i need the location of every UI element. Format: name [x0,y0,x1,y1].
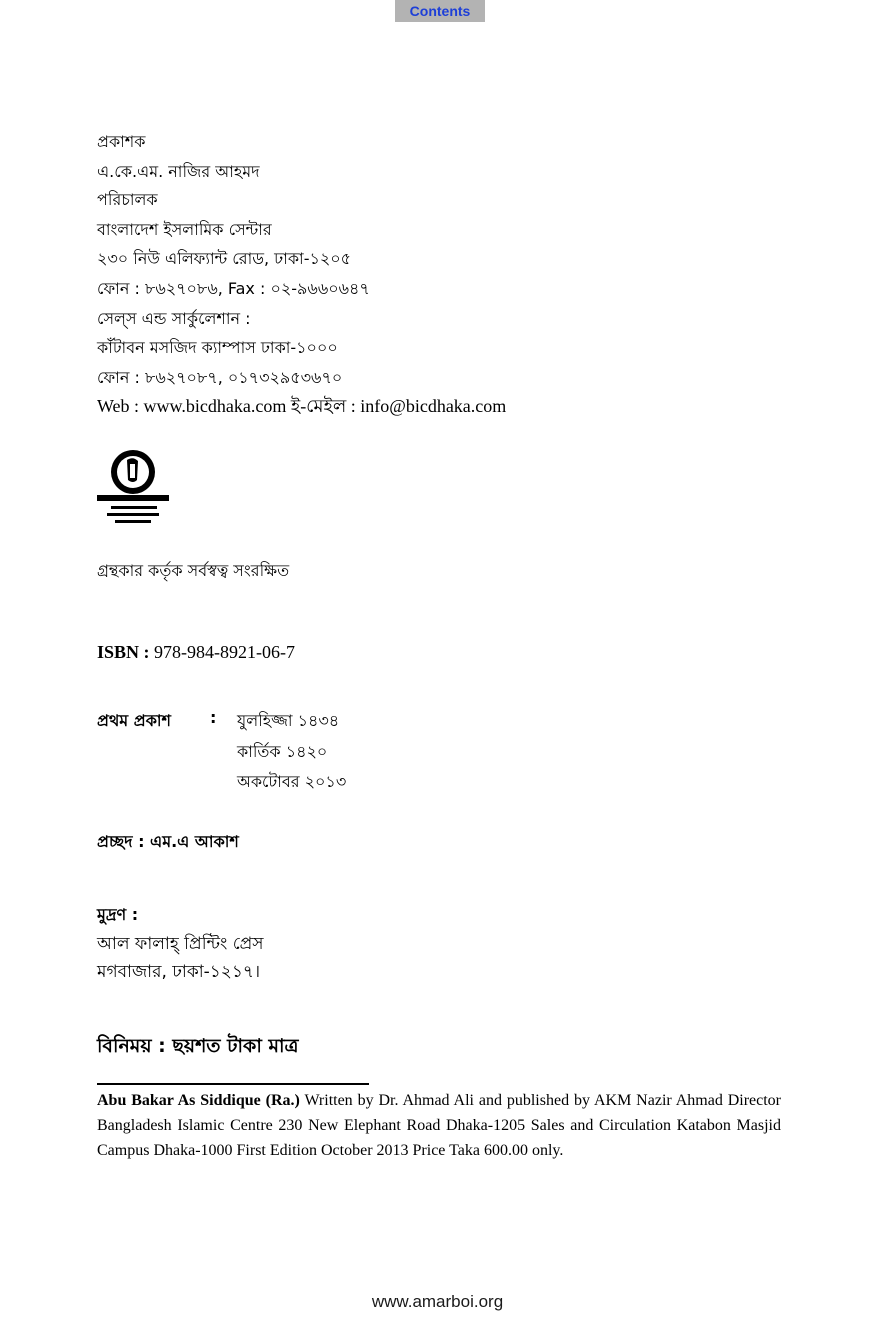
cover-credit: প্রচ্ছদ : এম.এ আকাশ [97,832,239,851]
sales-label: সেল্স এন্ড সার্কুলেশান : [97,309,251,328]
sales-address: কাঁটাবন মসজিদ ক্যাম্পাস ঢাকা-১০০০ [97,338,338,357]
price-line: বিনিময় : ছয়শত টাকা মাত্র [97,1035,299,1057]
english-colophon [97,1088,781,1163]
colophon-title: Abu Bakar As Siddique (Ra.) [97,1092,300,1109]
publisher-address: ২৩০ নিউ এলিফ্যান্ট রোড, ঢাকা-১২০৫ [97,249,352,268]
colophon-text: Written by Dr. Ahmad Ali and published by AKM Nazir Ahmad Director Bangladesh Islamic Centre 230 New Elephant Road Dhaka-1205 Sales and Circulation Katabon Masjid Campus Dhaka-1000 First Edition October 2013 Price Taka 600.00 only. [97,1092,781,1159]
printing-label: মুদ্রণ : [97,905,139,924]
first-edition-date-bangla: কার্তিক ১৪২০ [237,742,328,761]
first-edition-label: প্রথম প্রকাশ [97,711,172,730]
web-email-line: Web : www.bicdhaka.com ই-মেইল : info@bicdhaka.com [97,396,507,416]
printing-address: মগবাজার, ঢাকা-১২১৭। [97,962,261,982]
publisher-phone-fax: ফোন : ৮৬২৭০৮৬, Fax : ০২-৯৬৬০৬৪৭ [97,279,370,298]
first-edition-separator: : [210,708,217,727]
publisher-label: প্রকাশক [97,132,146,151]
isbn-line [97,642,295,663]
divider [97,1083,369,1085]
footer-site[interactable]: www.amarboi.org [371,1292,504,1311]
contents-button[interactable]: Contents [395,0,485,22]
first-edition-date-hijri: যুলহিজ্জা ১৪৩৪ [237,711,340,730]
copyright-notice: গ্রন্থকার কর্তৃক সর্বস্বত্ব সংরক্ষিত [97,561,290,580]
sales-phone: ফোন : ৮৬২৭০৮৭, ০১৭৩২৯৫৩৬৭০ [97,368,343,387]
publisher-org: বাংলাদেশ ইসলামিক সেন্টার [97,220,272,239]
isbn-value: 978-984-8921-06-7 [154,642,295,662]
publisher-role: পরিচালক [97,190,158,209]
first-edition-date-gregorian: অকটোবর ২০১৩ [237,772,347,791]
bangladesh-islamic-centre-logo-icon [97,446,169,530]
printing-press: আল ফালাহ্ প্রিন্টিং প্রেস [97,934,264,954]
publisher-name: এ.কে.এম. নাজির আহমদ [97,162,260,181]
isbn-label: ISBN : [97,642,150,662]
